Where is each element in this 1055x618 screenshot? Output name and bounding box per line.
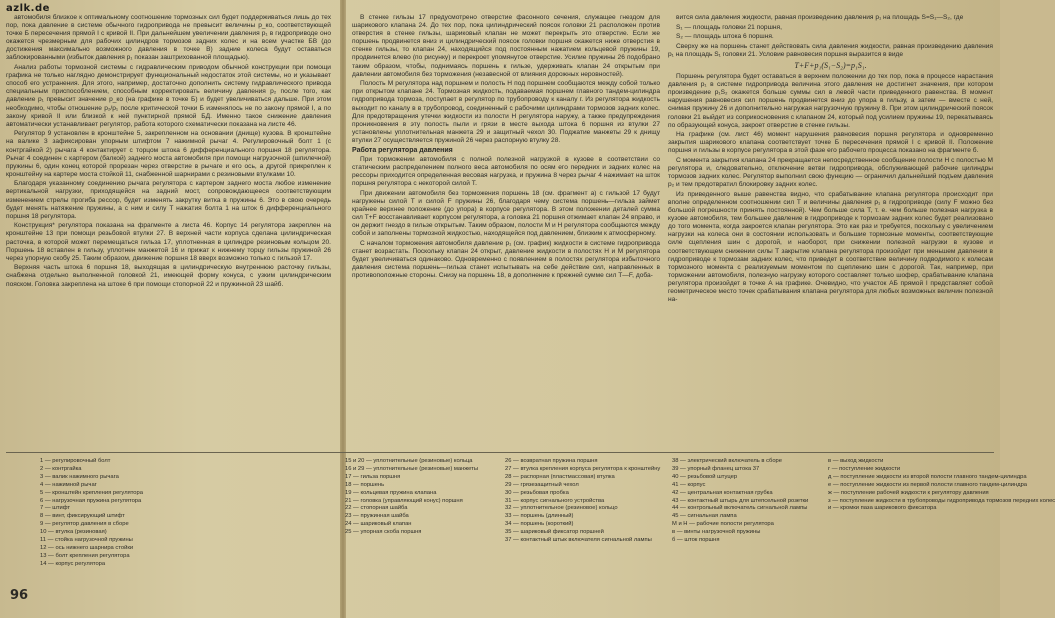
legend-item: 39 — упорный фланец штока 37: [672, 465, 760, 472]
paragraph: S₁ — площадь головки 21 поршня,: [676, 23, 782, 31]
paragraph: автомобиля близкое к оптимальному соотношение тормозных сил будет поддерживаться лишь до тех пор, пока давление в системе обычного гидропривода не превысит величины p_ко, соответствующей точке Б пересечения прямой I с кривой II. При дальнейшем увеличении давления p₁ в гидроприводе оно окажется чрезмерным для рабочих цилиндров тормозов задних колес и на всем участке БВ (до достижения максимально возможного давления в точке В) задние колеса будут оставаться заблокированными (избыток давления p₁ показан заштрихованной площадью).: [6, 14, 331, 62]
legend-item: 23 — пружинная шайба: [345, 513, 409, 520]
legend-item: 32 — уплотнительное (резиновое) кольцо: [505, 505, 618, 512]
paragraph: Конструкция* регулятора показана на фрагменте а листа 46. Корпус 14 регулятора закреплен на кронштейне 13 при помощи резьбовой втулки 27. В верхней части корпуса сделана цилиндрическая расточка, в которой может перемещаться гильза 17, уплотненная в цилиндре резиновым кольцом 20. Поршень 18 вставлен в гильзу, уплотнен манжетой 16 и прижат к нижнему торцу гильзы пружиной 26 через упорную скобу 25. Таким образом, движение поршня 18 вверх возможно только с гильзой 17.: [6, 222, 331, 262]
paragraph: Анализ работы тормозной системы с гидравлическим приводом обычной конструкции при помощи графика не только наглядно демонстрирует функциональный недостаток этой системы, но и указывает способ его устранения. Для этого, например, достаточно дополнить систему гидравлического привода специальным приспособлением, способным корректировать величину давления p₂ после того, как давление p₁ превысит значение p_ко (на графике в точке Б) и будет увеличиваться дальше. При этом необходимо, чтобы отношение p₂/p₁ после критической точки Б изменялось не по закону прямой I, а по закону кривой II или близкой к ней пунктирной прямой БД. Именно такое снижение давления автоматически устанавливает регулятор, работа которого схематически показана на листе 46.: [6, 64, 331, 128]
legend-item: 3 — валик нажимного рычага: [40, 473, 119, 480]
section-heading: Работа регулятора давления: [352, 146, 453, 154]
legend-item: М и Н — рабочие полости регулятора: [672, 521, 774, 528]
legend-item: 12 — ось нижнего шарнира стойки: [40, 544, 134, 551]
legend-item: 22 — стопорная шайба: [345, 505, 408, 512]
legend-item: 34 — поршень (короткий): [505, 521, 574, 528]
legend-item: 4 — нажимной рычаг: [40, 481, 97, 488]
legend-item: 18 — поршень: [345, 481, 385, 488]
legend-item: 45 — сигнальная лампа: [672, 513, 737, 520]
legend-item: 21 — головка (управляющий конус) поршня: [345, 497, 463, 504]
paragraph: Поршень регулятора будет оставаться в верхнем положении до тех пор, пока в процессе нарастания давления p₁ в системе гидропривода величина этого давления не достигнет значения, при котором произведение p₁S₂ окажется больше суммы сил в левой части приведенного равенства. В момент нарушения равновесия сил поршень продвинется вниз до упора в гильзу, а затем — вместе с ней, снимая пружину 26 и дополнительно нагружая нагрузочную пружину 8. При этом цилиндрический поясок головки 21 выйдет из соприкосновения с клапаном 24, который под усилием пружины 19, перекатываясь по образующей конуса, закроет отверстие в стенке гильзы.: [668, 73, 993, 129]
legend-column-2: [345, 458, 493, 537]
legend-item: 33 — поршень (длинный): [505, 513, 574, 520]
paragraph: Полость М регулятора над поршнем и полость Н под поршнем сообщаются между собой только при открытом клапане 24. Тормозная жидкость, подаваемая поршнем главного тандем-цилиндра гидропривода тормоза, поступает в регулятор по трубопроводу к каналу г. Из регулятора жидкость выходит по каналу в в трубопровод, соединенный с рабочими цилиндрами тормозов задних колес. Для предотвращения утечки жидкости из полости Н регулятора наружу, а также предупреждения проникновения в эту полость пыли и грязи в месте выхода штока 6 поршня из втулки 27 установлены уплотнительная манжета 29 и защитный чехол 30. Поджатие манжеты 29 к днищу втулки 27 осуществляется пружиной 26 через распорную втулку 28.: [352, 80, 660, 144]
legend-item: з — поступление жидкости в трубопроводы гидропривода тормозов передних колес: [828, 497, 1055, 504]
legend-item: 29 — грязезащитный чехол: [505, 481, 579, 488]
legend-item: 8 — винт, фиксирующий штифт: [40, 513, 125, 520]
paragraph: В стенке гильзы 17 предусмотрено отверстие фасонного сечения, служащее гнездом для шарикового клапана 24. До тех пор, пока цилиндрический поясок головки 21 расположен против отверстия в стенке гильзы, шариковый клапан не может перекрыть это отверстие. Если же поршень продвинется вниз и цилиндрический поясок головки поршня окажется ниже отверстия в стенке гильзы, то клапан 24, находящийся под постоянным нажатием кольцевой пружины 19, продвинется влево (по рисунку) и перекроет упомянутое отверстие. Усилие пружины 26 подобрано таким образом, чтобы, поднимаясь поршень к гильзе, удерживать клапан 24 открытым при давлении автомобиля без торможения (незавесной от влияния дорожных неровностей).: [352, 14, 660, 78]
paragraph: Сверху же на поршень станет действовать сила давления жидкости, равная произведению давления p₁ на площадь S₁ головки 21. Условие равновесия поршня выразится в виде: [668, 42, 993, 58]
legend-item: в — выход жидкости: [828, 458, 884, 464]
paragraph: При торможении автомобиля с полной полезной нагрузкой в кузове в соответствии со статическим распределением полного веса автомобиля по осям его передних и задних колес на рессоры приходится определенная весовая нагрузка, и пружина 8 через рычаг 4 нажимает на шток поршня регулятора с некоторой силой T.: [352, 156, 660, 188]
legend-item: 41 — корпус: [672, 481, 706, 488]
text-column-middle: [352, 14, 660, 446]
legend-item: 5 — кронштейн крепления регулятора: [40, 489, 143, 496]
page-number: 96: [10, 588, 29, 603]
legend-item: 44 — контрольный включатель сигнальной лампы: [672, 505, 808, 512]
legend-item: 16 и 29 — уплотнительные (резиновые) манжеты: [345, 465, 478, 472]
legend-item: 14 — корпус регулятора: [40, 560, 106, 567]
legend-item: 37 — контактный штык включателя сигнальной лампы: [505, 537, 652, 544]
watermark-text: azlk.de: [6, 3, 50, 14]
legend-item: 35 — шариковый фиксатор поршней: [505, 529, 604, 536]
legend-column-1: [40, 458, 340, 569]
legend-item: 40 — резьбовой штуцер: [672, 473, 738, 480]
text-column-right: [668, 14, 993, 446]
legend-column-4: [672, 458, 822, 545]
legend-item: г — поступление жидкости: [828, 465, 901, 472]
legend-item: 19 — кольцевая пружина клапана: [345, 489, 437, 496]
legend-item: 27 — втулка крепления корпуса регулятора к кронштейну: [505, 465, 661, 472]
legend-item: 1 — регулировочный болт: [40, 458, 111, 464]
paragraph: Из приведенного выше равенства видно, что срабатывание клапана регулятора происходит при вполне определенном соотношении сил T и величины давления p₁ в гидроприводе (силу F можно без большой погрешности принять постоянной). Чем больше сила T, т. е. чем больше полезная нагрузка в кузове автомобиля, тем большее давление в гидроприводе к тормозам задних колес будет реализовано до того момента, когда закроется клапан регулятора. Это как раз и требуется, поскольку с увеличением нагрузки на колеса они в состоянии использовать и большие тормозные моменты, соответствующие силе сцепления шин с дорогой, и наоборот, при снижении полезной нагрузки в кузове и соответствующем снижении силы T закрытие клапана регулятора произойдет при меньшем давлении в гидроприводе к тормозам задних колес, что приведет в соответствие величину подводимого к колесам тормозного момента с реализуемым моментом по сцеплению шин с дорогой. Так, например, при торможении автомобиля, полезную нагрузку которого составляет только шофер, срабатывание клапана регулятора произойдет в точке А на графике. Очевидно, что участок АБ прямой I представляет собой геометрическое место точек срабатывания клапана регулятора для любых возможных величин полезной на-: [668, 190, 993, 304]
legend-item: 43 — контактный штырь для штепсельной розетки: [672, 497, 809, 504]
legend-item: и — кромки паза шарикового фиксатора: [828, 505, 937, 512]
legend-item: ж — поступление рабочей жидкости к регулятору давления: [828, 489, 989, 496]
legend-item: 25 — упорная скоба поршня: [345, 529, 422, 536]
paragraph: вится сила давления жидкости, равная произведению давления p₁ на площадь S=S₁—S₂, где: [676, 14, 964, 21]
legend-item: 9 — регулятор давления в сборе: [40, 521, 129, 528]
legend-item: 31 — корпус сигнального устройства: [505, 497, 605, 504]
paragraph: С момента закрытия клапана 24 прекращается непосредственное сообщение полости Н с полостью М регулятора и, следовательно, отключение ветви гидропривода, обслуживающей рабочие цилиндры тормозов задних колес. Регулятор выполнил свою функцию — ограничил дальнейший подъем давления p₂ и тем предотвратил блокировку задних колес.: [668, 157, 993, 189]
legend-item: 2 — контргайка: [40, 465, 82, 472]
legend-item: 38 — электрический включатель в сборе: [672, 458, 783, 464]
legend-item: д — поступление жидкости из второй полости главного тандем-цилиндра: [828, 473, 1027, 480]
legend-item: б — шток поршня: [672, 537, 720, 544]
legend-item: 13 — болт крепления регулятора: [40, 552, 130, 559]
legend-column-5: [828, 458, 1055, 513]
legend-item: 26 — возвратная пружина поршня: [505, 458, 598, 464]
legend-item: 11 — стойка нагрузочной пружины: [40, 537, 133, 544]
legend-item: 30 — резьбовая пробка: [505, 489, 569, 496]
paragraph: На графике (см. лист 46) момент нарушения равновесия поршня регулятора и одновременно закрытия шарикового клапана соответствует точке Б пересечения прямой I с кривой II. Положение поршня и гильзы в корпусе регулятора в этой фазе его рабочего процесса показано на фрагменте б.: [668, 131, 993, 155]
paragraph: Благодаря указанному соединению рычага регулятора с картером заднего моста любое изменение вертикальной нагрузки, приходящейся на задний мост, сопровождающееся соответствующим изменением стрелы прогиба рессор, будет изменять закрутку витка в пружины 6. Это в свою очередь будет менять натяжение пружины, а с ним и силу T нажатия болта 1 на шток 6 дифференциального поршня 18 регулятора.: [6, 180, 331, 220]
legend-item: 6 — нагрузочная пружина регулятора: [40, 497, 142, 504]
paragraph: S₂ — площадь штока 6 поршня.: [676, 33, 774, 41]
legend-item: в — винты нагрузочной пружины: [672, 529, 761, 536]
legend-item: 28 — распорная (пластмассовая) втулка: [505, 473, 615, 480]
paragraph: Верхняя часть штока 6 поршня 18, выходящая в цилиндрическую внутреннюю расточку гильзы, снабжена отдельно выполненной головкой 21, имеющей форму конуса, с узким цилиндрическим пояском. Головка закреплена на штоке 6 при помощи стопорной 22 и пружинной 23 шайб.: [6, 264, 331, 288]
legend-item: 15 и 20 — уплотнительные (резиновые) кольца: [345, 458, 473, 464]
paragraph: С началом торможения автомобиля давление p₁ (см. график) жидкости в системе гидропривода станет возрастать. Поскольку клапан 24 открыт, давление жидкости в полостях Н и М регулятора будет увеличиваться одинаково. Одновременно с появлением в полостях регулятора избыточного давления система поршень—гильза станет испытывать на себе действие сил, направленных в противоположные стороны. Снизу на поршень 18, в дополнение к прежней сумме сил T—F, доба-: [352, 240, 660, 280]
paragraph: При движении автомобиля без торможения поршень 18 (см. фрагмент а) с гильзой 17 будут нагружены силой T и силой F пружины 26, благодаря чему система поршень—гильза займет крайнее верхнее положение (до упора) в корпусе регулятора. В этом положении деталей сумма сил T+F восстанавливает корпусом регулятора, а головка 21 поршня отжимает клапан 24 вправо, и он держит гнездо в гильзе открытым. Таким образом, полости М и Н регулятора сообщаются между собой и заполнены тормозной жидкостью, находящейся под давлением, близким к атмосферному.: [352, 189, 660, 238]
legend-divider: [6, 452, 994, 453]
legend-item: 10 — втулка (резиновая): [40, 529, 107, 536]
equilibrium-formula: T+F+p₁(S₁−S₂)=p₁S₁.: [794, 60, 867, 70]
text-column-left: [6, 14, 331, 446]
legend-item: 7 — штифт: [40, 505, 71, 512]
legend-item: 24 — шариковый клапан: [345, 521, 412, 528]
paragraph: Регулятор 9 установлен в кронштейне 5, закрепленном на основании (днище) кузова. В кронштейне на валике 3 зафиксирован упорным штифтом 7 нажимной рычаг 4. Регулировочный болт 1 (с контргайкой 2) рычага 4 контактирует с торцом штока 6 дифференциального поршня 18 регулятора. Рычаг 4 соединен с картером (балкой) заднего моста автомобиля при помощи нагрузочной (шпилечной) пружины 6, один конец которой прорезан через отверстие в рычаге и его ось, а другой прикреплен к кронштейну на картере моста стойкой 11, снабженной шарнирами с резиновыми втулками 10.: [6, 130, 331, 178]
legend-item: 42 — центральная контактная грубка: [672, 489, 773, 496]
legend-item: 17 — гильза поршня: [345, 473, 401, 480]
legend-item: е — поступление жидкости из первой полости главного тандем-цилиндра: [828, 481, 1028, 488]
legend-column-3: [505, 458, 665, 545]
